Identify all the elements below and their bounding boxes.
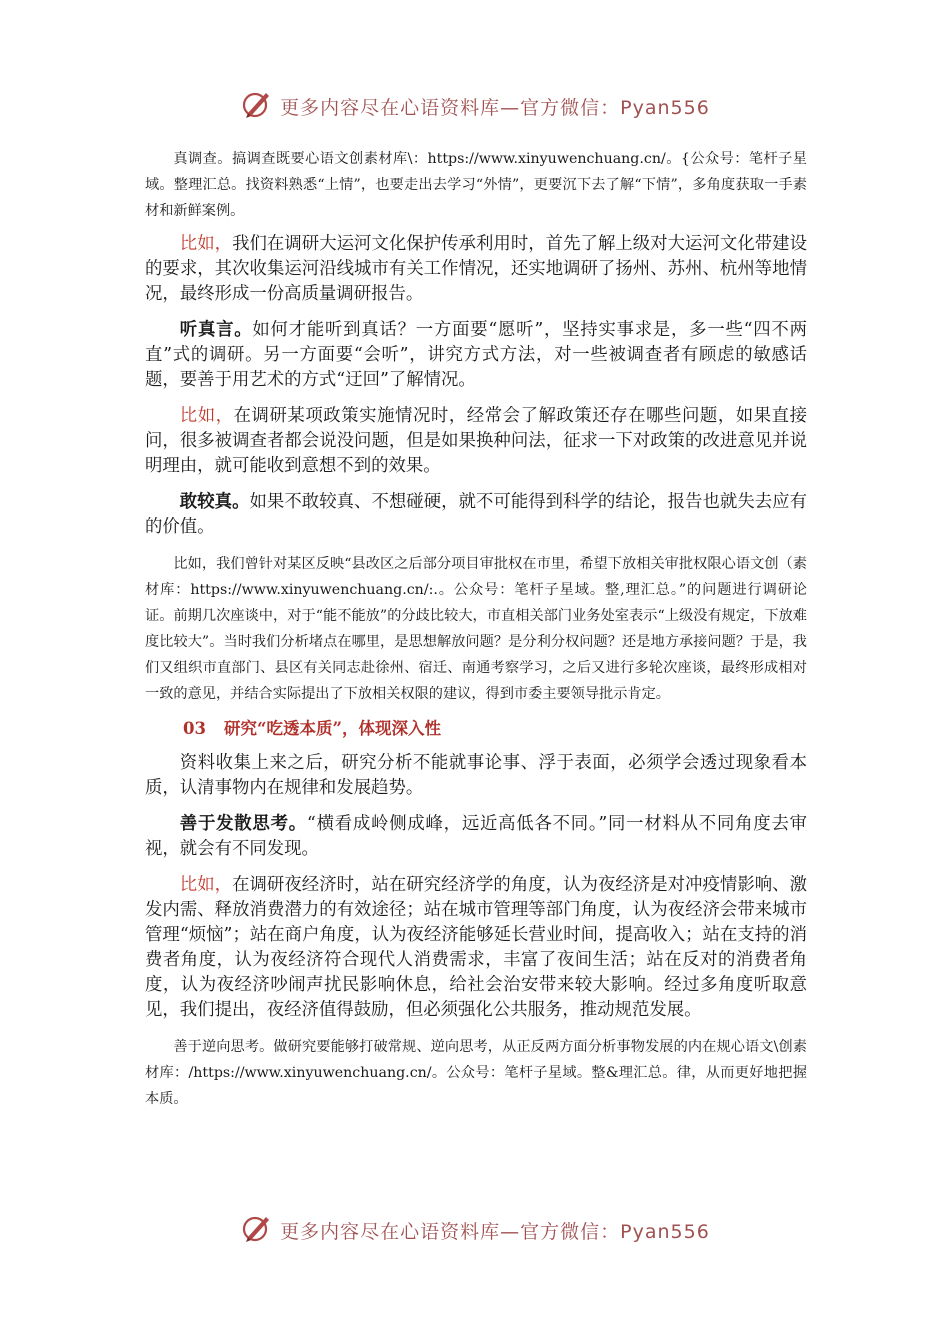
paragraph-body: 我们在调研大运河文化保护传承利用时，首先了解上级对大运河文化带建设的要求，其次收集运河沿线城市有关工作情况，还实地调研了扬州、苏州、杭州等地情况，最终形成一份高质量调研报告。 (145, 234, 807, 304)
header-banner (0, 84, 950, 128)
paragraph-body: 在调研某项政策实施情况时，经常会了解政策还存在哪些问题，如果直接问，很多被调查者都会说没问题，但是如果换种问法，征求一下对政策的改进意见并说明理由，就可能收到意想不到的效果。 (145, 406, 807, 476)
paragraph-body: 在调研夜经济时，站在研究经济学的角度，认为夜经济是对冲疫情影响、激发内需、释放消费潜力的有效途径；站在城市管理等部门角度，认为夜经济会带来城市管理“烦恼”；站在商户角度，认为夜经济能够延长营业时间，提高收入；站在支持的消费者角度，认为夜经济符合现代人消费需求，丰富了夜间生活；站在反对的消费者角度，认为夜经济吵闹声扰民影响休息，给社会治安带来较大影响。经过多角度听取意见，我们提出，夜经济值得鼓励，但必须强化公共服务，推动规范发展。 (145, 875, 807, 1020)
paragraph: 真调查。搞调查既要心语文创素材库\：https://www.xinyuwenchuang.cn/。{公众号：笔杆子星域。整理汇总。找资料熟悉“上情”，也要走出去学习“外情”，更要沉下去了解“下情”，多角度获取一手素材和新鲜案例。 (145, 151, 807, 219)
section-number: 03 (183, 719, 206, 738)
pen-logo-icon (240, 1211, 274, 1249)
section-title: 研究“吃透本质”，体现深入性 (223, 719, 441, 738)
paragraph (145, 404, 807, 479)
document-body (145, 146, 807, 1120)
paragraph (145, 318, 807, 393)
bold-lead: 敢较真。 (179, 492, 250, 512)
paragraph (145, 873, 807, 1023)
paragraph-body: 如何才能听到真话？一方面要“愿听”，坚持实事求是，多一些“四不两直”式的调研。另一方面要“会听”，讲究方式方法，对一些被调查者有顾虑的敏感话题，要善于用艺术的方式“迂回”了解情况。 (145, 320, 807, 390)
paragraph: 善于逆向思考。做研究要能够打破常规、逆向思考，从正反两方面分析事物发展的内在规心语文\创素材库：/https://www.xinyuwenchuang.cn/。公众号：笔杆子星域。整&理汇总。律，从而更好地把握本质。 (145, 1039, 807, 1107)
banner-text: 更多内容尽在心语资料库—官方微信：Pyan556 (280, 1220, 710, 1243)
banner-text: 更多内容尽在心语资料库—官方微信：Pyan556 (280, 96, 710, 119)
paragraph (145, 490, 807, 540)
paragraph (145, 232, 807, 307)
pen-logo-icon (240, 87, 274, 125)
paragraph (145, 812, 807, 862)
footer-banner (0, 1208, 950, 1252)
section-heading (183, 715, 807, 743)
paragraph: 资料收集上来之后，研究分析不能就事论事、浮于表面，必须学会透过现象看本质，认清事物内在规律和发展趋势。 (145, 753, 807, 798)
paragraph: 比如，我们曾针对某区反映“县改区之后部分项目审批权在市里，希望下放相关审批权限心语文创（素材库：https://www.xinyuwenchuang.cn/:.。公众号：笔杆子星域。整,理汇总。”的问题进行调研论证。前期几次座谈中，对于“能不能放”的分歧比较大，市直相关部门业务处室表示“上级没有规定，下放难度比较大”。当时我们分析堵点在哪里，是思想解放问题？是分利分权问题？还是地方承接问题？于是，我们又组织市直部门、县区有关同志赴徐州、宿迁、南通考察学习，之后又进行多轮次座谈，最终形成相对一致的意见，并结合实际提出了下放相关权限的建议，得到市委主要领导批示肯定。 (145, 556, 807, 702)
paragraph-body: “横看成岭侧成峰，远近高低各不同。”同一材料从不同角度去审视，就会有不同发现。 (145, 814, 807, 859)
bold-lead: 听真言。 (179, 320, 253, 340)
paragraph-body: 如果不敢较真、不想碰硬，就不可能得到科学的结论，报告也就失去应有的价值。 (145, 492, 807, 537)
example-lead: 比如， (179, 234, 233, 254)
example-lead: 比如， (179, 406, 234, 426)
example-lead: 比如， (179, 875, 233, 895)
bold-lead: 善于发散思考。 (179, 814, 307, 834)
